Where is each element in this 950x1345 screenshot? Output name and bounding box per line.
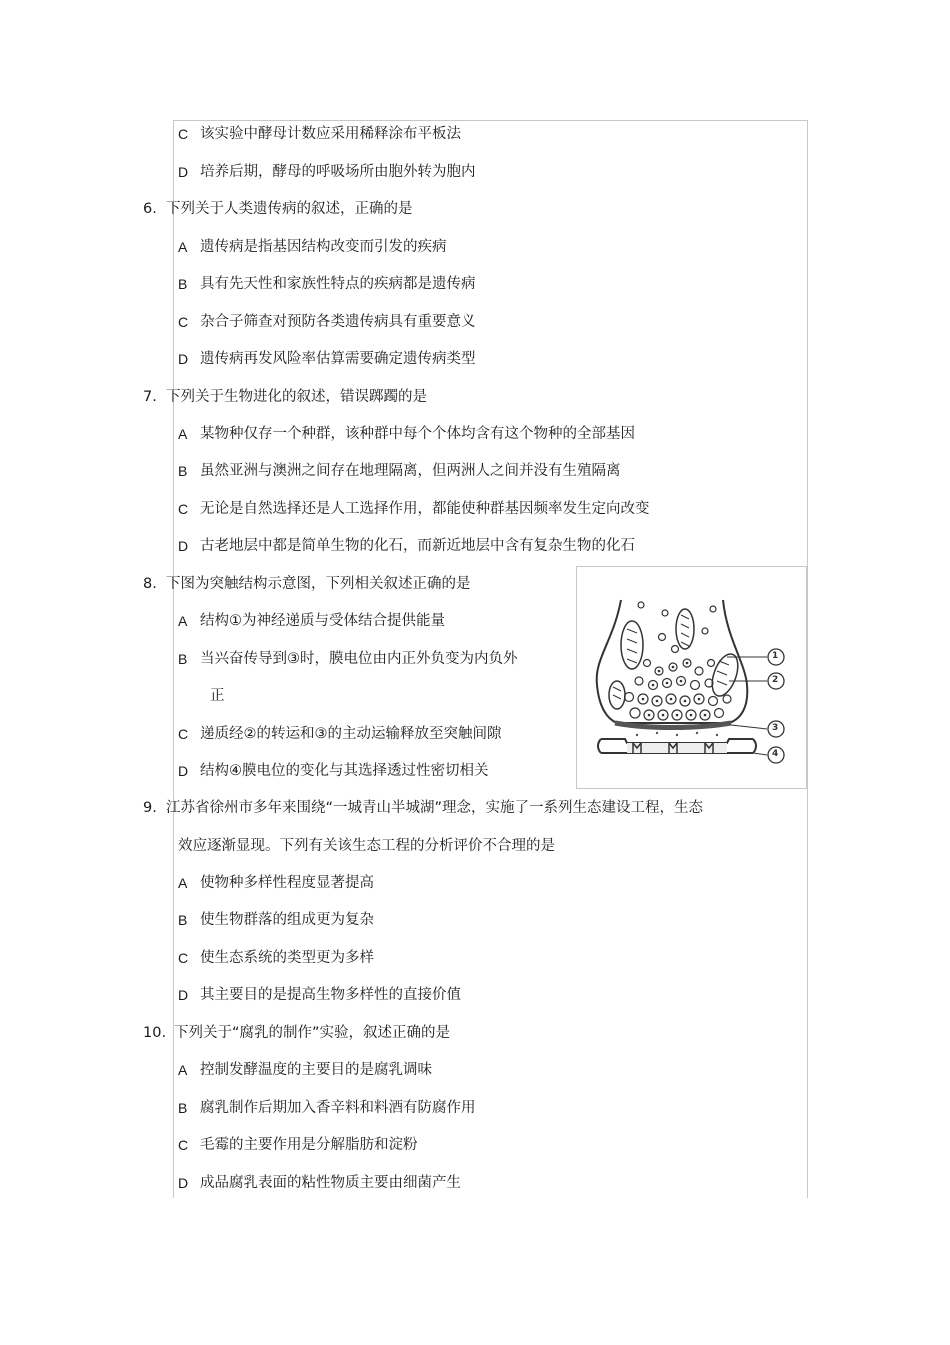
option-text: 杂合子筛查对预防各类遗传病具有重要意义 <box>200 314 476 330</box>
option-text: 其主要目的是提高生物多样性的直接价值 <box>200 987 461 1003</box>
option-letter: B <box>178 651 188 667</box>
option-letter: D <box>178 164 189 180</box>
option-text: 无论是自然选择还是人工选择作用，都能使种群基因频率发生定向改变 <box>200 501 650 517</box>
option-letter: B <box>178 912 188 928</box>
option-text: 具有先天性和家族性特点的疾病都是遗传病 <box>200 276 476 292</box>
option-text: 该实验中酵母计数应采用稀释涂布平板法 <box>200 126 461 142</box>
option-letter: D <box>178 987 189 1003</box>
synapse-diagram <box>576 566 807 789</box>
option-text: 古老地层中都是简单生物的化石，而新近地层中含有复杂生物的化石 <box>200 538 635 554</box>
option-text: 使生物群落的组成更为复杂 <box>200 912 374 928</box>
option-letter: B <box>178 463 188 479</box>
question-stem: 下列关于“腐乳的制作”实验，叙述正确的是 <box>174 1025 451 1041</box>
option-letter: C <box>178 314 189 330</box>
label-numbers: 1 2 3 4 <box>772 651 779 759</box>
option-letter: D <box>178 763 189 779</box>
option-text: 成品腐乳表面的粘性物质主要由细菌产生 <box>200 1175 461 1191</box>
option-text: 腐乳制作后期加入香辛料和料酒有防腐作用 <box>200 1100 476 1116</box>
question-stem-continued: 效应逐渐显现。下列有关该生态工程的分析评价不合理的是 <box>178 838 555 854</box>
question-number: 8. <box>143 576 157 592</box>
option-letter: C <box>178 950 189 966</box>
option-letter: A <box>178 875 188 891</box>
option-text: 某物种仅存一个种群，该种群中每个个体均含有这个物种的全部基因 <box>200 426 635 442</box>
question-stem: 下图为突触结构示意图，下列相关叙述正确的是 <box>166 576 471 592</box>
option-text: 遗传病是指基因结构改变而引发的疾病 <box>200 239 447 255</box>
option-text-continued: 正 <box>210 688 225 704</box>
option-letter: C <box>178 1137 189 1153</box>
option-letter: C <box>178 726 189 742</box>
question-number: 10. <box>143 1025 167 1041</box>
option-letter: B <box>178 276 188 292</box>
option-text: 控制发酵温度的主要目的是腐乳调味 <box>200 1062 432 1078</box>
option-text: 使生态系统的类型更为多样 <box>200 950 374 966</box>
option-letter: C <box>178 126 189 142</box>
question-stem: 下列关于人类遗传病的叙述，正确的是 <box>166 201 413 217</box>
option-letter: D <box>178 1175 189 1191</box>
option-letter: A <box>178 613 188 629</box>
option-text: 毛霉的主要作用是分解脂肪和淀粉 <box>200 1137 418 1153</box>
question-stem: 江苏省徐州市多年来围绕“一城青山半城湖”理念，实施了一系列生态建设工程，生态 <box>166 800 704 816</box>
frame-line-right <box>807 120 808 1198</box>
option-text: 当兴奋传导到③时，膜电位由内正外负变为内负外 <box>200 651 518 667</box>
question-number: 7. <box>143 389 157 405</box>
option-letter: A <box>178 1062 188 1078</box>
option-text: 结构①为神经递质与受体结合提供能量 <box>200 613 445 629</box>
option-letter: B <box>178 1100 188 1116</box>
question-number: 9. <box>143 800 157 816</box>
question-stem: 下列关于生物进化的叙述，错误踯躅的是 <box>166 389 427 405</box>
option-letter: A <box>178 239 188 255</box>
frame-line-top <box>173 120 807 121</box>
option-letter: A <box>178 426 188 442</box>
question-number: 6. <box>143 201 157 217</box>
option-text: 虽然亚洲与澳洲之间存在地理隔离，但两洲人之间并没有生殖隔离 <box>200 463 621 479</box>
option-text: 结构④膜电位的变化与其选择透过性密切相关 <box>200 763 489 779</box>
option-text: 遗传病再发风险率估算需要确定遗传病类型 <box>200 351 476 367</box>
option-letter: D <box>178 351 189 367</box>
option-text: 递质经②的转运和③的主动运输释放至突触间隙 <box>200 726 502 742</box>
option-text: 使物种多样性程度显著提高 <box>200 875 374 891</box>
option-letter: D <box>178 538 189 554</box>
option-letter: C <box>178 501 189 517</box>
option-text: 培养后期，酵母的呼吸场所由胞外转为胞内 <box>200 164 476 180</box>
